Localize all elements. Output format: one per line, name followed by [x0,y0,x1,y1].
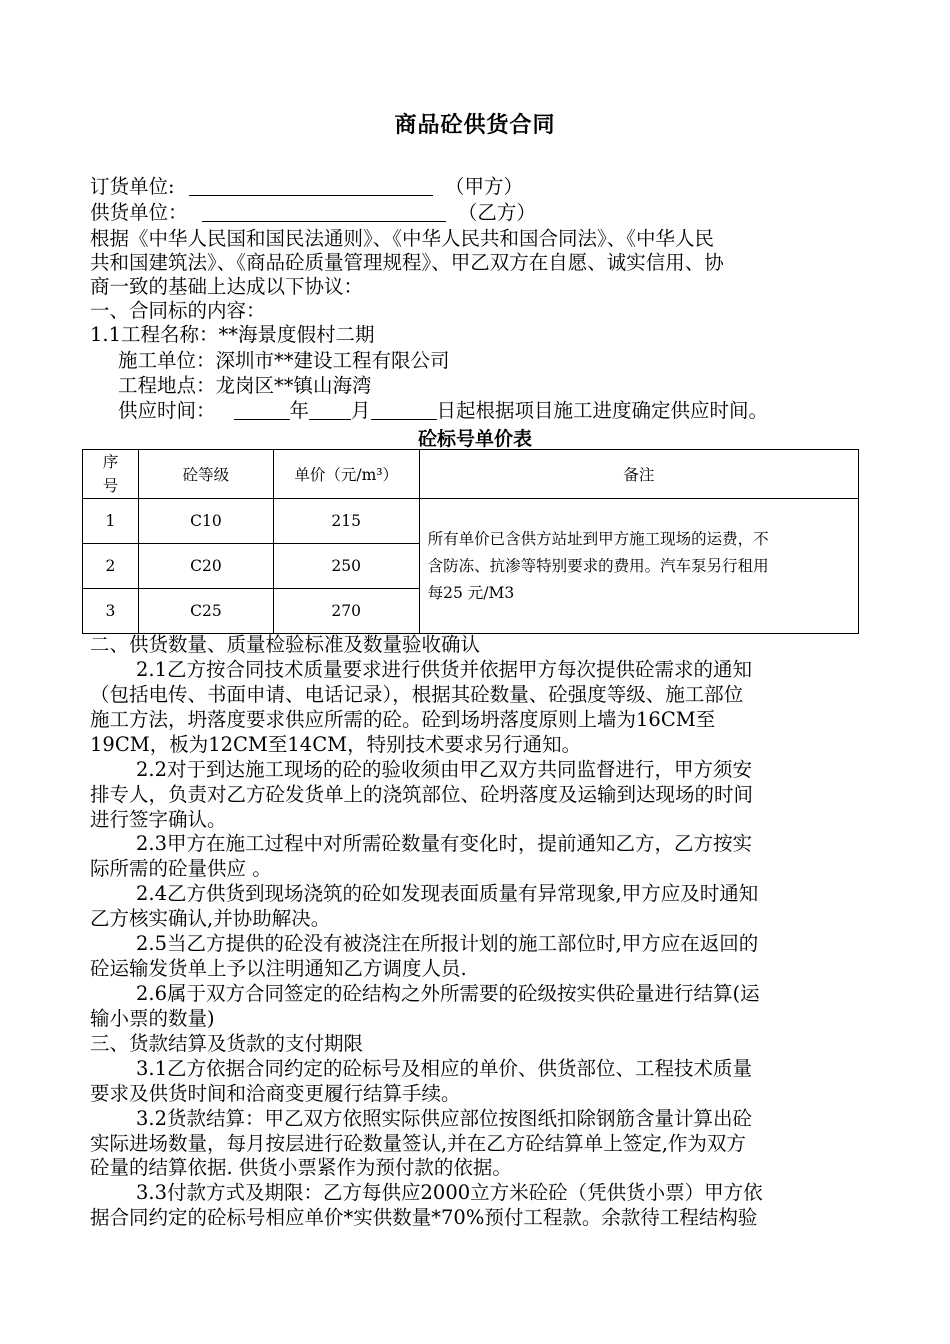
cell-grade: C20 [138,544,273,589]
month-blank[interactable] [309,399,351,420]
header-note: 备注 [419,450,858,499]
cell-grade: C25 [138,589,273,634]
paragraph-line: 19CM，板为12CM至14CM，特别技术要求另行通知。 [90,733,582,756]
paragraph-line: 2.5当乙方提供的砼没有被浇注在所报计划的施工部位时,甲方应在返回的 [136,932,759,955]
note-line: 含防冻、抗渗等特别要求的费用。汽车泵另行租用 [427,556,769,575]
contractor: 施工单位：深圳市**建设工程有限公司 [118,349,450,372]
table-header-row [83,450,859,499]
party-b-suffix: （乙方） [457,201,536,224]
section-heading: 一、合同标的内容： [90,299,266,322]
supply-time-line [118,398,768,424]
preamble-line: 根据《中华人民国和国民法通则》、《中华人民共和国合同法》、《中华人民 [90,227,715,250]
table-row [83,499,859,544]
header-seq: 序号 [83,450,139,499]
price-table-title: 砼标号单价表 [417,428,532,450]
party-a-label: 订货单位: [90,175,175,198]
party-b-label: 供货单位： [90,201,188,224]
party-b-line [90,200,536,226]
paragraph-line: 2.4乙方供货到现场浇筑的砼如发现表面质量有异常现象,甲方应及时通知 [136,882,759,905]
month-label: 月 [351,399,371,422]
paragraph-line: （包括电传、书面申请、电话记录），根据其砼数量、砼强度等级、施工部位 [90,683,744,706]
paragraph-line: 3.1乙方依据合同约定的砼标号及相应的单价、供货部位、工程技术质量 [136,1057,753,1080]
paragraph-line: 要求及供货时间和洽商变更履行结算手续。 [90,1082,461,1105]
paragraph-line: 2.3甲方在施工过程中对所需砼数量有变化时，提前通知乙方，乙方按实 [136,832,753,855]
paragraph-line: 排专人，负责对乙方砼发货单上的浇筑部位、砼坍落度及运输到达现场的时间 [90,783,754,806]
project-name: 1.1工程名称：**海景度假村二期 [90,323,375,346]
cell-price: 250 [273,544,419,589]
paragraph-line: 2.1乙方按合同技术质量要求进行供货并依据甲方每次提供砼需求的通知 [136,658,753,681]
document-title: 商品砼供货合同 [394,113,556,138]
cell-seq: 2 [83,544,139,589]
party-a-line [90,174,523,200]
preamble-line: 共和国建筑法》、《商品砼质量管理规程》、甲乙双方在自愿、诚实信用、协 [90,251,724,274]
site-location: 工程地点：龙岗区**镇山海湾 [118,374,372,397]
paragraph-line: 3.3付款方式及期限：乙方每供应2000立方米砼砼（凭供货小票）甲方依 [136,1181,763,1204]
cell-price: 270 [273,589,419,634]
section-heading: 三、货款结算及货款的支付期限 [90,1032,364,1055]
paragraph-line: 乙方核实确认,并协助解决。 [90,907,331,930]
supply-time-tail: 日起根据项目施工进度确定供应时间。 [436,399,769,422]
year-blank[interactable] [234,399,290,420]
paragraph-line: 砼量的结算依据. 供货小票紧作为预付款的依据。 [90,1156,512,1179]
supply-time-label: 供应时间： [118,399,216,422]
paragraph-line: 3.2货款结算：甲乙双方依照实际供应部位按图纸扣除钢筋含量计算出砼 [136,1107,753,1130]
header-price: 单价（元/m³） [273,450,419,499]
header-grade: 砼等级 [138,450,273,499]
paragraph-line: 实际进场数量，每月按层进行砼数量签认,并在乙方砼结算单上签定,作为双方 [90,1132,746,1155]
paragraph-line: 砼运输发货单上予以注明通知乙方调度人员. [90,957,467,980]
price-table [82,449,859,634]
year-label: 年 [289,399,310,422]
cell-seq: 3 [83,589,139,634]
cell-grade: C10 [138,499,273,544]
cell-note [419,499,858,634]
note-line: 每25 元/M3 [427,583,515,602]
paragraph-line: 2.6属于双方合同签定的砼结构之外所需要的砼级按实供砼量进行结算(运 [136,982,760,1005]
cell-seq: 1 [83,499,139,544]
party-a-suffix: （甲方） [444,175,523,198]
paragraph-line: 际所需的砼量供应 。 [90,857,272,880]
preamble-line: 商一致的基础上达成以下协议： [90,275,364,298]
paragraph-line: 输小票的数量) [90,1007,215,1030]
day-blank[interactable] [371,399,437,420]
paragraph-line: 2.2对于到达施工现场的砼的验收须由甲乙双方共同监督进行，甲方须安 [136,758,753,781]
party-b-blank[interactable] [202,201,446,222]
note-line: 所有单价已含供方站址到甲方施工现场的运费，不 [427,529,769,548]
section-heading: 二、供货数量、质量检验标准及数量验收确认 [90,633,481,656]
paragraph-line: 施工方法，坍落度要求供应所需的砼。砼到场坍落度原则上墙为16CM至 [90,708,716,731]
party-a-blank[interactable] [189,175,433,196]
cell-price: 215 [273,499,419,544]
paragraph-line: 据合同约定的砼标号相应单价*实供数量*70%预付工程款。余款待工程结构验 [90,1206,758,1229]
paragraph-line: 进行签字确认。 [90,808,227,831]
